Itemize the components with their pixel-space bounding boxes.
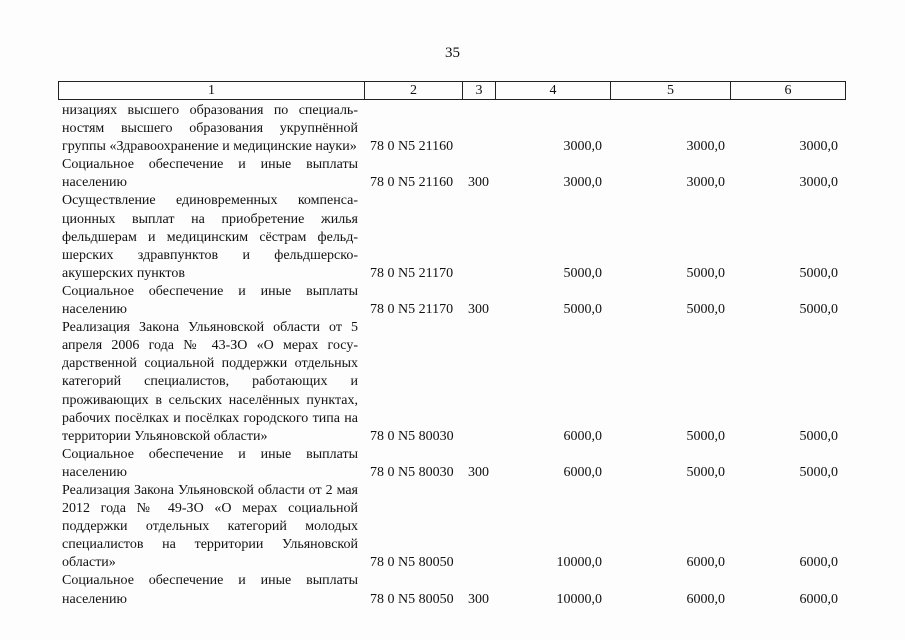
row-code: 78 0 N5 21170 — [370, 265, 454, 281]
row-amount-col6: 3000,0 — [799, 139, 838, 155]
row-amount-col5: 6000,0 — [686, 591, 725, 607]
table-row — [0, 446, 905, 482]
table-row — [0, 192, 905, 282]
row-expense-type: 300 — [468, 591, 489, 607]
row-code: 78 0 N5 21170 — [370, 302, 454, 318]
column-header-2: 2 — [365, 82, 463, 99]
row-amount-col4: 3000,0 — [563, 139, 602, 155]
table-header — [58, 81, 846, 100]
row-expense-type: 300 — [468, 175, 489, 191]
row-description: Реализация Закона Ульяновской области от 2 мая 2012 года № 49-ЗО «О мерах социальной поддержки отдельных категорий молодых специалистов на территории Ульяновской области» — [62, 482, 358, 571]
row-amount-col4: 10000,0 — [556, 591, 602, 607]
row-amount-col6: 5000,0 — [799, 302, 838, 318]
row-amount-col5: 5000,0 — [686, 428, 725, 444]
row-amount-col6: 6000,0 — [799, 591, 838, 607]
table-row — [0, 482, 905, 572]
row-code: 78 0 N5 80030 — [370, 464, 454, 480]
table-row — [0, 319, 905, 446]
table-body — [0, 102, 905, 609]
page-number: 35 — [445, 45, 460, 61]
row-amount-col5: 5000,0 — [686, 265, 725, 281]
row-amount-col6: 5000,0 — [799, 265, 838, 281]
row-amount-col6: 5000,0 — [799, 464, 838, 480]
row-amount-col4: 10000,0 — [556, 555, 602, 571]
row-amount-col5: 3000,0 — [686, 175, 725, 191]
table-row — [0, 283, 905, 319]
table-row — [0, 572, 905, 608]
row-code: 78 0 N5 21160 — [370, 139, 454, 155]
row-description: низациях высшего образования по специальностям высшего образования укрупнённой группы «Здравоохранение и медицинские науки» — [62, 103, 358, 155]
column-header-5: 5 — [611, 82, 731, 99]
row-description: Социальное обеспечение и иные выплаты населению — [62, 283, 358, 318]
row-description: Социальное обеспечение и иные выплаты населению — [62, 157, 358, 191]
column-header-1: 1 — [59, 82, 365, 99]
row-amount-col6: 3000,0 — [799, 175, 838, 191]
row-amount-col5: 3000,0 — [686, 139, 725, 155]
column-header-3: 3 — [463, 82, 496, 99]
row-code: 78 0 N5 80030 — [370, 428, 454, 444]
row-code: 78 0 N5 80050 — [370, 591, 454, 607]
row-amount-col5: 5000,0 — [686, 302, 725, 318]
row-amount-col6: 5000,0 — [799, 428, 838, 444]
column-header-4: 4 — [496, 82, 611, 99]
row-amount-col6: 6000,0 — [799, 555, 838, 571]
row-expense-type: 300 — [468, 302, 489, 318]
table-row — [0, 156, 905, 192]
row-description: Социальное обеспечение и иные выплаты населению — [62, 573, 358, 607]
row-amount-col4: 6000,0 — [563, 464, 602, 480]
row-description: Социальное обеспечение и иные выплаты населению — [62, 446, 358, 480]
row-code: 78 0 N5 21160 — [370, 175, 454, 191]
row-description: Реализация Закона Ульяновской области от 5 апреля 2006 года № 43-ЗО «О мерах государственной социальной поддержки отдельных категорий специалистов, работающих и проживающих в сельских населённых пунктах, рабочих посёлках и посёлках городского типа на территории Ульяновской области» — [62, 320, 358, 444]
row-amount-col4: 3000,0 — [563, 175, 602, 191]
row-amount-col4: 5000,0 — [563, 265, 602, 281]
row-expense-type: 300 — [468, 464, 489, 480]
row-description: Осуществление единовременных компенсационных выплат на приобретение жилья фельдшерам и медицинским сёстрам фельдшерских здравпунктов и фельдшерско-акушерских пунктов — [62, 193, 358, 281]
row-amount-col5: 6000,0 — [686, 555, 725, 571]
column-header-6: 6 — [784, 83, 792, 98]
row-amount-col4: 5000,0 — [563, 302, 602, 318]
table-row — [0, 102, 905, 156]
row-code: 78 0 N5 80050 — [370, 555, 454, 571]
row-amount-col5: 5000,0 — [686, 464, 725, 480]
row-amount-col4: 6000,0 — [563, 428, 602, 444]
